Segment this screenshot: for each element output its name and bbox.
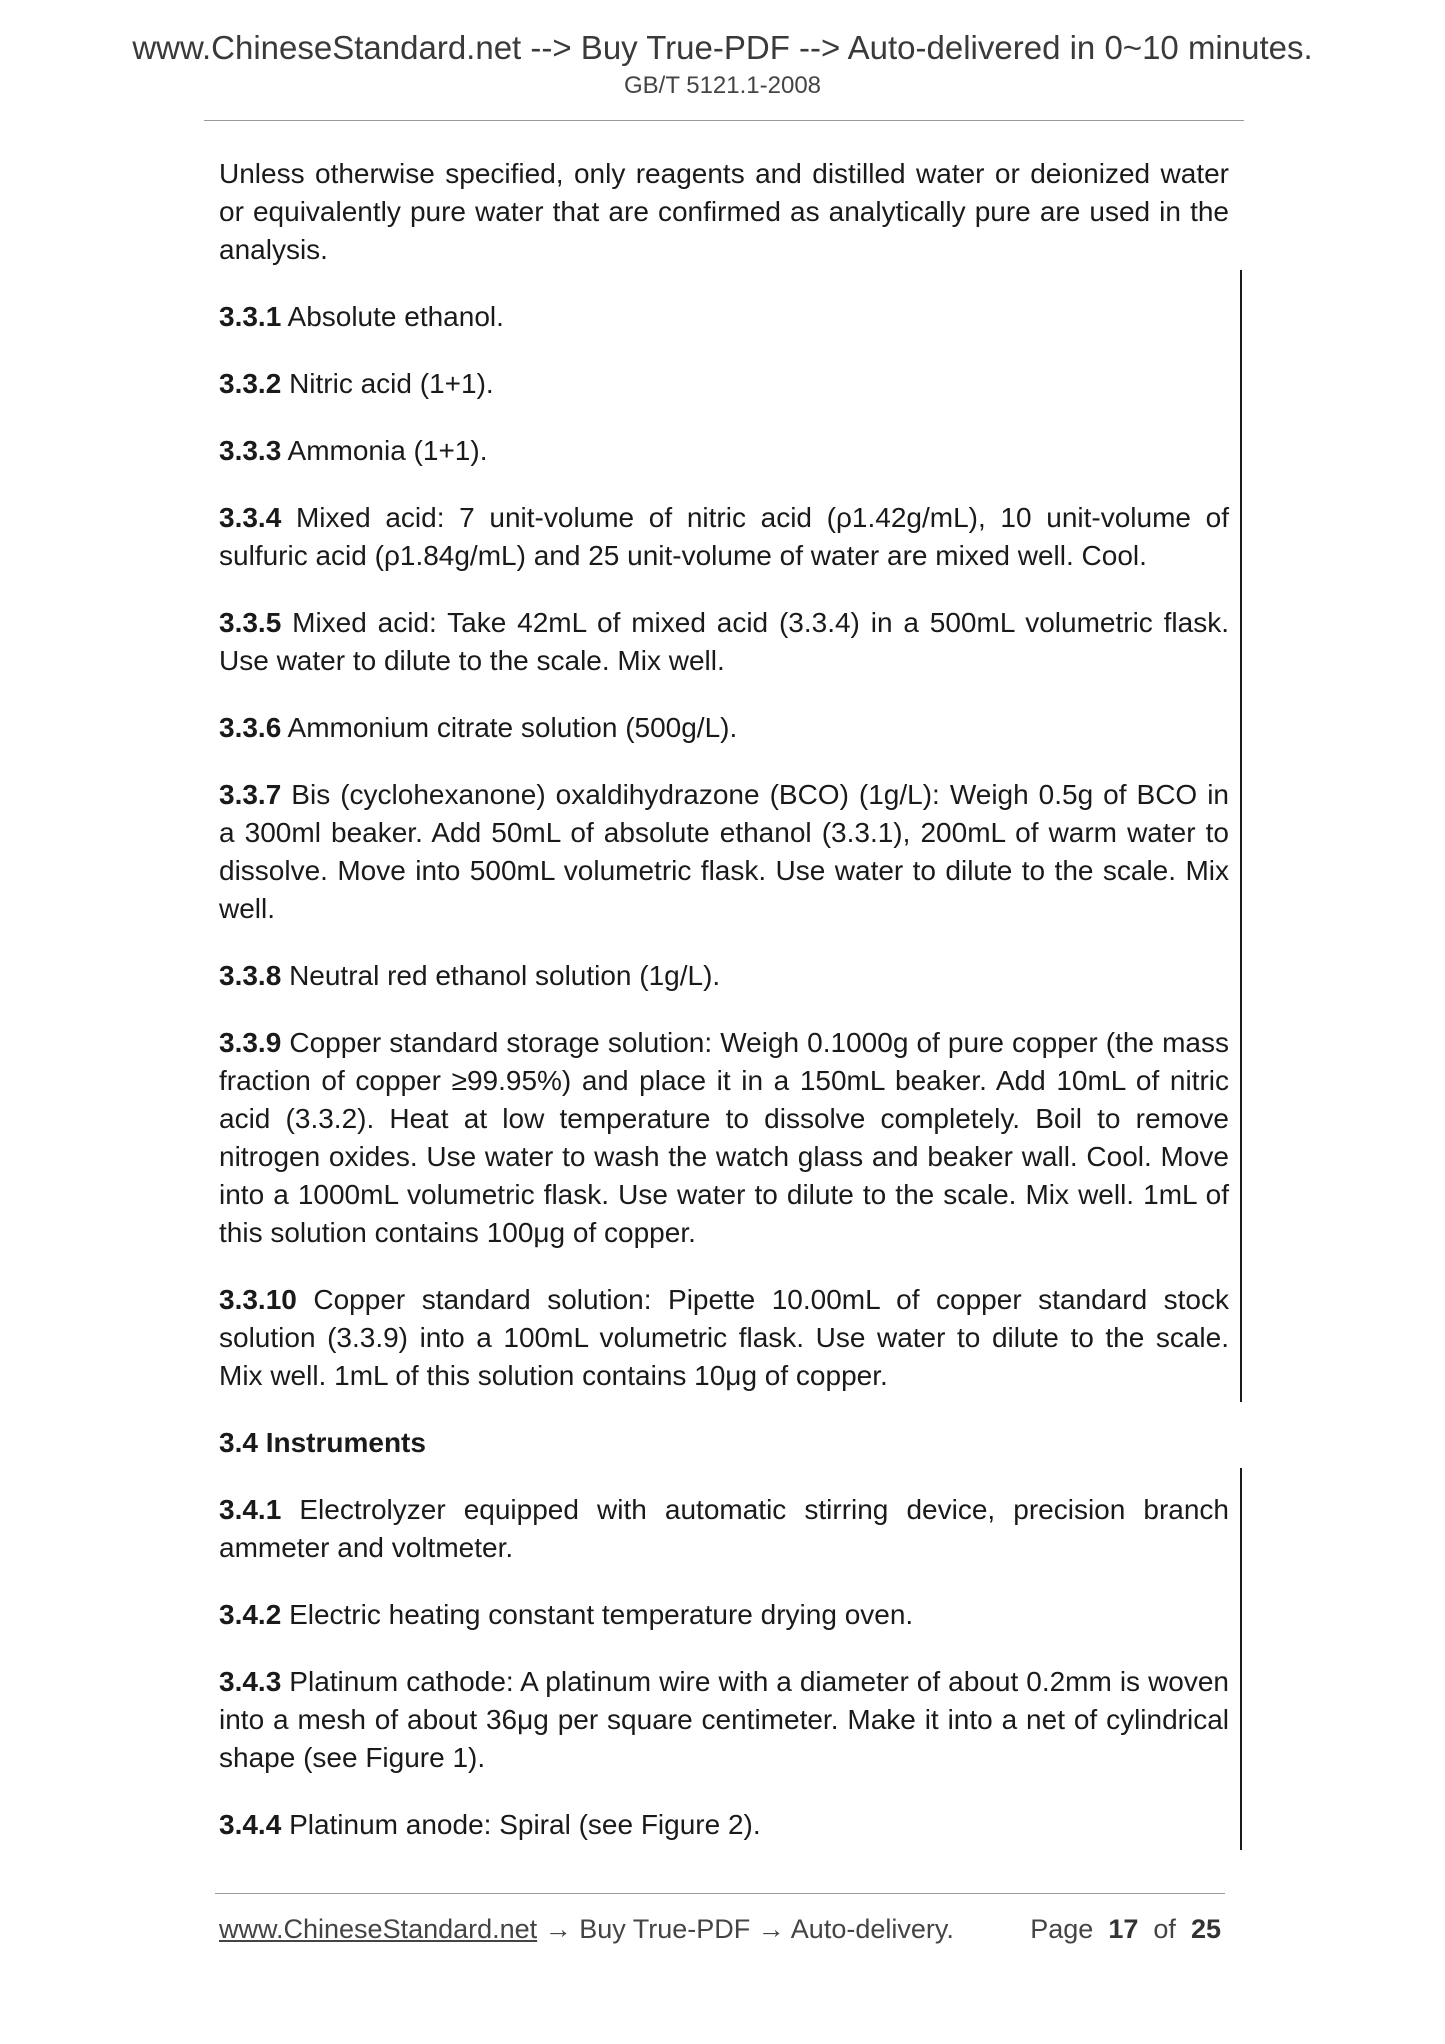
reagent-item [219, 1281, 1229, 1395]
clause-number: 3.3.9 [219, 1027, 282, 1058]
page-label: Page [1030, 1914, 1094, 1944]
clause-text: Ammonia (1+1). [287, 435, 488, 466]
page-total: 25 [1190, 1914, 1221, 1944]
clause-text: Mixed acid: 7 unit-volume of nitric acid (ρ1.42g/mL), 10 unit-volume of sulfuric acid (ρ1.84g/mL) and 25 unit-volume of water are mixed well. Cool. [219, 502, 1230, 571]
clause-number: 3.3.5 [219, 607, 282, 638]
footer-promo [219, 1911, 954, 1947]
clause-number: 3.4.1 [219, 1494, 282, 1525]
delivery-text: Auto-delivery. [790, 1914, 954, 1944]
reagent-item [219, 776, 1229, 928]
clause-text: Ammonium citrate solution (500g/L). [287, 712, 738, 743]
clause-number: 3.3.10 [219, 1284, 297, 1315]
site-link[interactable]: www.ChineseStandard.net [219, 1914, 538, 1944]
clause-number: 3.3.8 [219, 960, 282, 991]
instrument-item [219, 1596, 1229, 1634]
reagent-item [219, 709, 1229, 747]
clause-number: 3.3.7 [219, 779, 282, 810]
instrument-item [219, 1806, 1229, 1844]
standard-code: GB/T 5121.1-2008 [623, 72, 822, 99]
reagent-item [219, 604, 1229, 680]
instrument-item [219, 1491, 1229, 1567]
section-heading: 3.4 Instruments [219, 1427, 426, 1458]
of-label: of [1153, 1914, 1176, 1944]
page-indicator [1030, 1911, 1221, 1947]
reagent-item [219, 957, 1229, 995]
clause-number: 3.4.2 [219, 1599, 282, 1630]
clause-text: Mixed acid: Take 42mL of mixed acid (3.3.4) in a 500mL volumetric flask. Use water to dilute to the scale. Mix well. [219, 607, 1229, 676]
reagent-item [219, 365, 1229, 403]
reagent-item [219, 499, 1229, 575]
instrument-item [219, 1663, 1229, 1777]
clause-number: 3.3.2 [219, 368, 282, 399]
revision-bar [1240, 270, 1242, 1402]
reagent-item [219, 298, 1229, 336]
clause-text: Nitric acid (1+1). [289, 368, 494, 399]
clause-text: Electric heating constant temperature drying oven. [289, 1599, 914, 1630]
clause-text: Bis (cyclohexanone) oxaldihydrazone (BCO) (1g/L): Weigh 0.5g of BCO in a 300ml beaker. Add 50mL of absolute ethanol (3.3.1), 200mL of warm water to dissolve. Move into 500mL volumetric flask. Use water to dilute to the scale. Mix well. [219, 779, 1230, 924]
clause-text: Absolute ethanol. [287, 301, 504, 332]
revision-bar [1240, 1468, 1242, 1850]
arrow-icon: → [757, 1914, 785, 1944]
arrow-icon: → [544, 1914, 572, 1944]
clause-number: 3.4.3 [219, 1666, 282, 1697]
footer-divider [215, 1893, 1225, 1894]
clause-number: 3.4.4 [219, 1809, 282, 1840]
clause-text: Neutral red ethanol solution (1g/L). [289, 960, 721, 991]
intro-paragraph: Unless otherwise specified, only reagents and distilled water or deionized water or equivalently pure water that are confirmed as analytically pure are used in the analysis. [219, 158, 1229, 265]
clause-text: Electrolyzer equipped with automatic stirring device, precision branch ammeter and voltmeter. [219, 1494, 1230, 1563]
clause-text: Platinum anode: Spiral (see Figure 2). [289, 1809, 761, 1840]
reagent-item [219, 432, 1229, 470]
clause-number: 3.3.3 [219, 435, 282, 466]
document-body [219, 155, 1229, 1873]
clause-text: Copper standard storage solution: Weigh 0.1000g of pure copper (the mass fraction of copper ≥99.95%) and place it in a 150mL beaker. Add 10mL of nitric acid (3.3.2). Heat at low temperature to dissolve completely. Boil to remove nitrogen oxides. Use water to wash the watch glass and beaker wall. Cool. Move into a 1000mL volumetric flask. Use water to dilute to the scale. Mix well. 1mL of this solution contains 100μg of copper. [219, 1027, 1229, 1248]
clause-number: 3.3.6 [219, 712, 282, 743]
page-current: 17 [1108, 1914, 1139, 1944]
clause-text: Copper standard solution: Pipette 10.00mL of copper standard stock solution (3.3.9) into a 100mL volumetric flask. Use water to dilute to the scale. Mix well. 1mL of this solution contains 10μg of copper. [219, 1284, 1230, 1391]
clause-text: Platinum cathode: A platinum wire with a diameter of about 0.2mm is woven into a mesh of about 36μg per square centimeter. Make it into a net of cylindrical shape (see Figure 1). [219, 1666, 1230, 1773]
header-divider [204, 120, 1244, 121]
clause-number: 3.3.1 [219, 301, 282, 332]
site-banner: www.ChineseStandard.net --> Buy True-PDF --> Auto-delivered in 0~10 minutes. [132, 29, 1313, 66]
buy-text: Buy True-PDF [579, 1914, 751, 1944]
reagent-item [219, 1024, 1229, 1252]
clause-number: 3.3.4 [219, 502, 282, 533]
